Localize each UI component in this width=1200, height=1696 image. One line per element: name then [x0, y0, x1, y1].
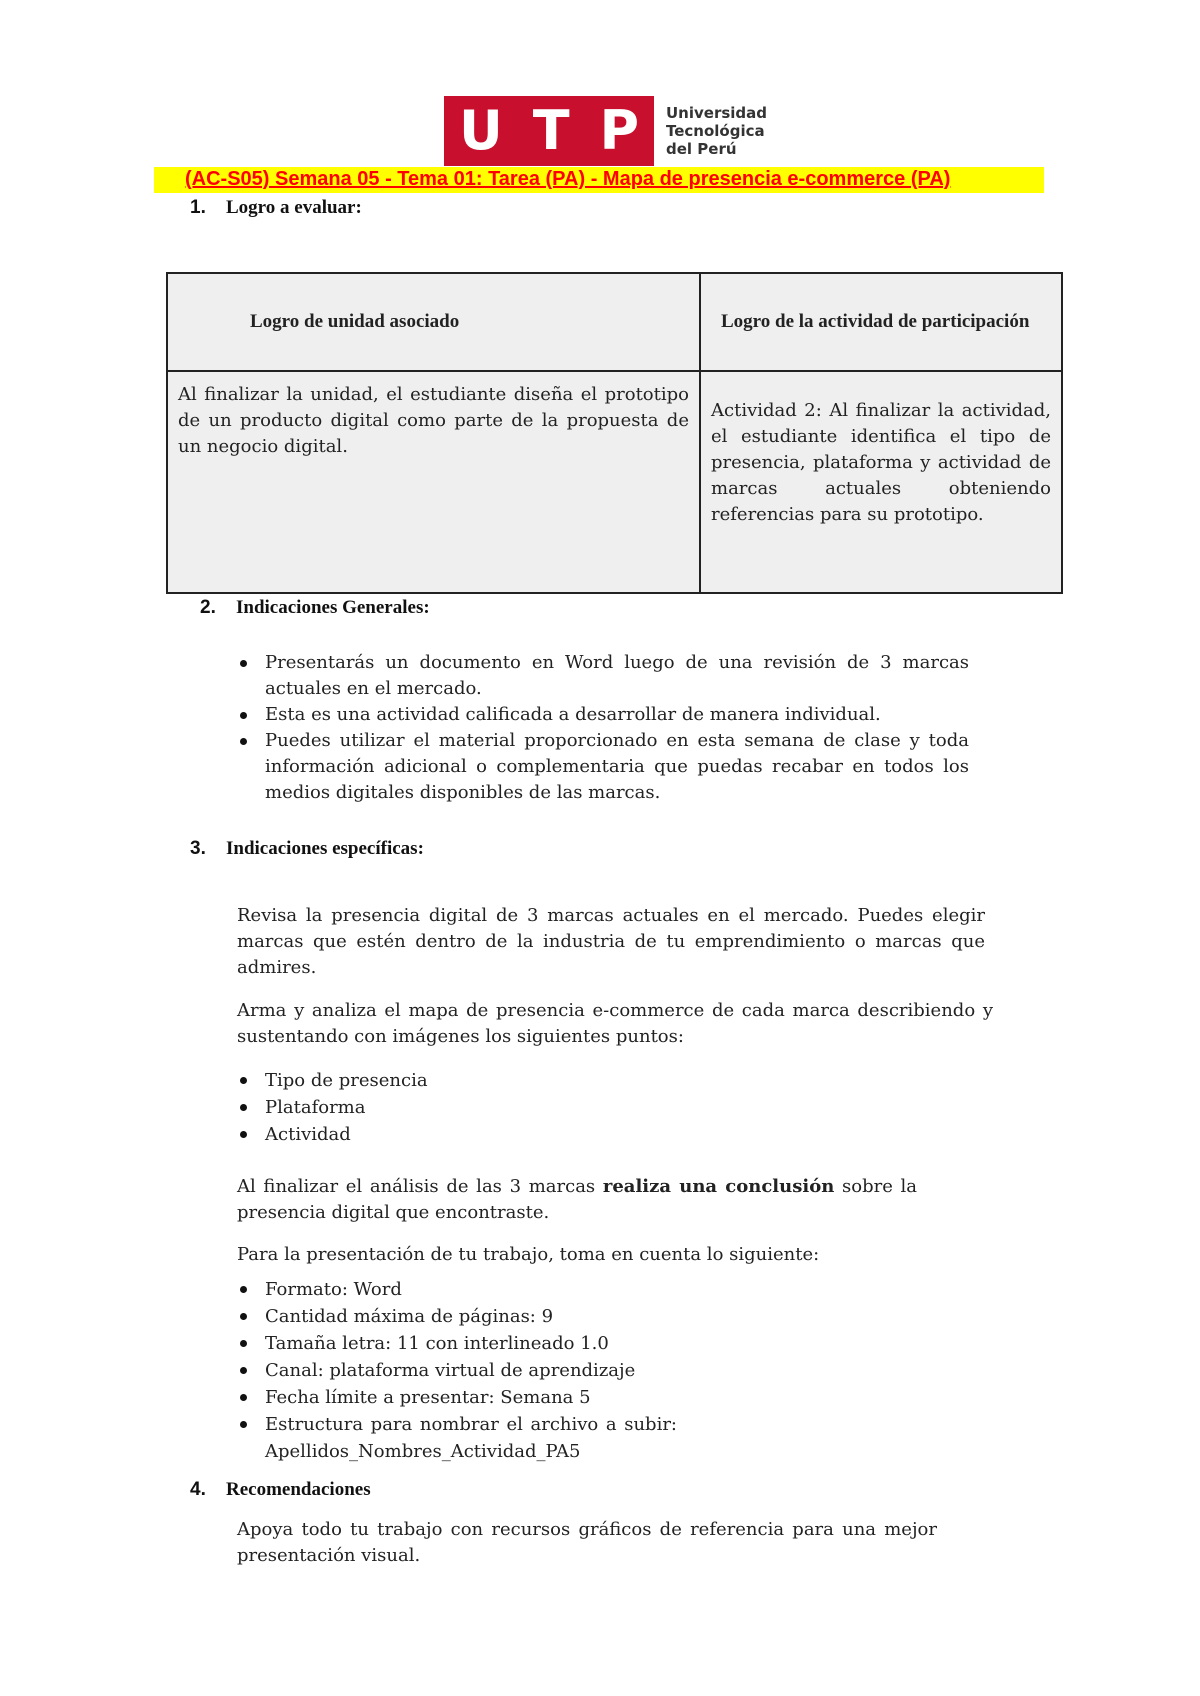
recommendation-paragraph: Apoya todo tu trabajo con recursos gráficos de referencia para una mejor presentación visual. — [237, 1519, 937, 1566]
list-item: Esta es una actividad calificada a desarrollar de manera individual. — [237, 702, 969, 728]
utp-logo-mark — [444, 96, 654, 166]
section-title: Logro a evaluar: — [226, 197, 362, 218]
list-item: Estructura para nombrar el archivo a subir: Apellidos_Nombres_Actividad_PA5 — [237, 1411, 677, 1465]
section-2-heading — [200, 597, 430, 619]
logo-line: Tecnológica — [666, 122, 765, 140]
logo-university-name — [666, 104, 767, 158]
list-item: Formato: Word — [237, 1276, 677, 1303]
list-item: Cantidad máxima de páginas: 9 — [237, 1303, 677, 1330]
section-1-heading — [190, 197, 362, 219]
list-item: Tipo de presencia — [237, 1067, 837, 1094]
section-title: Recomendaciones — [226, 1479, 371, 1500]
section-number: 4. — [190, 1479, 206, 1500]
specific-paragraph-1: Revisa la presencia digital de 3 marcas actuales en el mercado. Puedes elegir marcas que estén dentro de la industria de tu emprendimiento o marcas que admires. — [237, 905, 985, 978]
list-item: Puedes utilizar el material proporcionado en esta semana de clase y toda información adicional o complementaria que puedas recabar en todos los medios digitales disponibles de las marcas. — [237, 728, 969, 806]
table-header: Logro de unidad asociado — [167, 273, 700, 371]
logo-letter-u: U — [458, 99, 503, 162]
section-title: Indicaciones Generales: — [236, 597, 430, 618]
conclusion-paragraph — [237, 1174, 917, 1226]
conclusion-text: Al finalizar el análisis de las 3 marcas — [237, 1176, 603, 1197]
document-title: (AC-S05) Semana 05 - Tema 01: Tarea (PA) - Mapa de presencia e-commerce (PA) — [185, 168, 951, 190]
table-cell-unidad: Al finalizar la unidad, el estudiante diseña el prototipo de un producto digital como parte de la propuesta de un negocio digital. — [167, 371, 700, 593]
logo-line: Universidad — [666, 104, 768, 122]
logo-letter-t: T — [532, 99, 570, 162]
conclusion-text: sobre la presencia digital que encontraste. — [237, 1176, 918, 1223]
utp-logo — [444, 96, 767, 166]
table-cell-actividad: Actividad 2: Al finalizar la actividad, el estudiante identifica el tipo de presencia, plataforma y actividad de marcas actuales obteniendo referencias para su prototipo. — [700, 371, 1062, 593]
list-item: Tamaña letra: 11 con interlineado 1.0 — [237, 1330, 677, 1357]
analysis-points-list — [237, 1067, 837, 1148]
presentation-intro: Para la presentación de tu trabajo, toma en cuenta lo siguiente: — [237, 1244, 820, 1265]
general-instructions-list — [237, 650, 969, 806]
section-number: 1. — [190, 197, 206, 218]
list-item: Actividad — [237, 1121, 837, 1148]
logo-line: del Perú — [666, 140, 737, 158]
list-item: Presentarás un documento en Word luego de una revisión de 3 marcas actuales en el mercado. — [237, 650, 969, 702]
section-3-heading — [190, 838, 424, 860]
format-requirements-list — [237, 1276, 677, 1465]
table-header: Logro de la actividad de participación — [700, 273, 1062, 371]
section-number: 3. — [190, 838, 206, 859]
list-item: Plataforma — [237, 1094, 837, 1121]
section-title: Indicaciones específicas: — [226, 838, 424, 859]
logo-letter-p: P — [599, 99, 640, 162]
conclusion-emphasis: realiza una conclusión — [602, 1176, 835, 1197]
section-number: 2. — [200, 597, 216, 618]
section-4-heading — [190, 1479, 371, 1501]
logros-table — [166, 272, 1063, 594]
specific-paragraph-2: Arma y analiza el mapa de presencia e-commerce de cada marca describiendo y sustentando con imágenes los siguientes puntos: — [237, 1000, 993, 1047]
list-item: Canal: plataforma virtual de aprendizaje — [237, 1357, 677, 1384]
list-item: Fecha límite a presentar: Semana 5 — [237, 1384, 677, 1411]
